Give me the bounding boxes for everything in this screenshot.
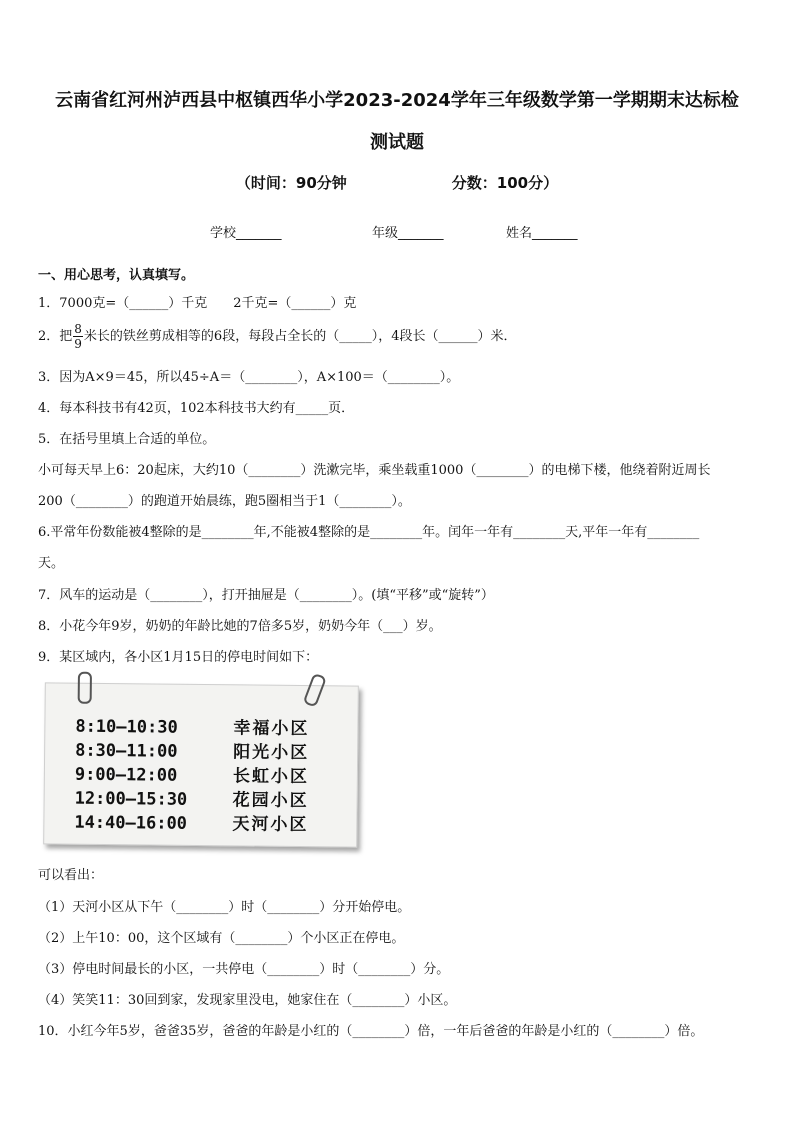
- schedule-note: [43, 682, 359, 847]
- exam-score: 分数：100分）: [451, 174, 559, 192]
- schedule-time: 14:40—16:00: [74, 812, 188, 834]
- question-6-line-1: 6.平常年份数能被4整除的是________年,不能被4整除的是________年。闰年一年有________天,平年一年有________: [38, 525, 700, 540]
- question-2-prefix: 2．把: [38, 329, 73, 344]
- schedule-time: 12:00—15:30: [74, 788, 188, 810]
- question-4: 4．每本科技书有42页，102本科技书大约有_____页．: [38, 401, 355, 416]
- question-2: [38, 322, 516, 351]
- question-9-intro: 可以看出：: [38, 868, 104, 883]
- question-10: 10．小红今年5岁，爸爸35岁，爸爸的年龄是小红的（________）倍，一年后爸爸的年龄是小红的（________）倍。: [38, 1024, 704, 1039]
- question-9-part-2: （2）上午10：00，这个区域有（________）个小区正在停电。: [38, 931, 405, 946]
- question-9-part-1: （1）天河小区从下午（________）时（________）分开始停电。: [38, 900, 411, 915]
- schedule-area: 阳光小区: [233, 742, 310, 764]
- question-7: 7．风车的运动是（________），打开抽屉是（________）。(填“平移”或“旋转”）: [38, 588, 494, 603]
- page-title: 云南省红河州泸西县中枢镇西华小学2023-2024学年三年级数学第一学期期末达标检: [55, 90, 739, 111]
- question-9: 9．某区域内，各小区1月15日的停电时间如下：: [38, 650, 319, 665]
- page-title-continued: 测试题: [370, 132, 424, 153]
- fraction: [73, 322, 83, 351]
- schedule-area: 幸福小区: [233, 718, 310, 740]
- question-3: 3．因为A×9＝45，所以45÷A＝（________），A×100＝（________）。: [38, 370, 460, 385]
- question-9-part-4: （4）笑笑11：30回到家，发现家里没电，她家住在（________）小区。: [38, 993, 457, 1008]
- grade-field: 年级_______: [372, 226, 444, 241]
- schedule-area: 花园小区: [232, 790, 309, 812]
- exam-meta: [0, 172, 794, 193]
- question-1: 1．7000克=（______）千克 2千克=（______）克: [38, 296, 357, 311]
- question-6-line-2: 天。: [38, 556, 65, 571]
- question-8: 8．小花今年9岁，奶奶的年龄比她的7倍多5岁，奶奶今年（___）岁。: [38, 619, 442, 634]
- question-5-line-2: 200（________）的跑道开始晨练，跑5圈相当于1（________）。: [38, 494, 411, 509]
- section-heading: 一、用心思考，认真填写。: [38, 268, 195, 283]
- question-9-part-3: （3）停电时间最长的小区，一共停电（________）时（________）分。: [38, 962, 450, 977]
- name-field: 姓名_______: [506, 226, 578, 241]
- question-5: 5．在括号里填上合适的单位。: [38, 432, 216, 447]
- school-field: 学校_______: [210, 226, 282, 241]
- schedule-area: 天河小区: [232, 814, 309, 836]
- question-5-line-1: 小可每天早上6：20起床，大约10（________）洗漱完毕，乘坐载重1000（________）的电梯下楼，他绕着附近周长: [38, 463, 711, 478]
- schedule-time: 8:10—10:30: [75, 716, 178, 738]
- exam-time: （时间：90分钟: [235, 174, 347, 192]
- paperclip-icon: [78, 672, 92, 704]
- fraction-denominator: 9: [74, 337, 82, 351]
- schedule-row: [74, 808, 344, 836]
- question-2-text: 米长的铁丝剪成相等的6段，每段占全长的（_____），4段长（______）米．: [83, 329, 517, 344]
- fraction-numerator: 8: [74, 322, 82, 336]
- schedule-time: 9:00—12:00: [74, 764, 178, 786]
- paperclip-icon: [303, 673, 327, 708]
- schedule-area: 长虹小区: [232, 766, 309, 788]
- schedule-time: 8:30—11:00: [75, 740, 178, 762]
